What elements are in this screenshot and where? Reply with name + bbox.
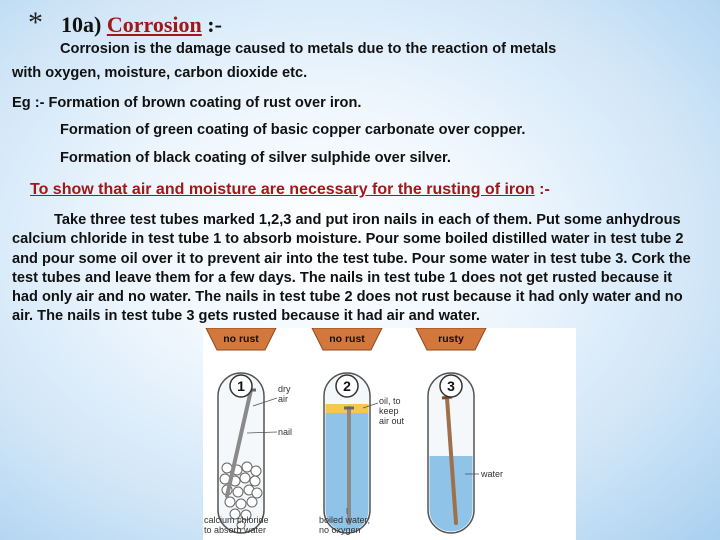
label-boiled-line-2: no oxygen: [319, 525, 361, 535]
label-dry-air-line-2: air: [278, 394, 289, 404]
example-line-1: Eg :- Formation of brown coating of rust over iron.: [12, 95, 362, 111]
tube-2-number: 2: [343, 378, 351, 394]
definition-line-2: with oxygen, moisture, carbon dioxide etc.: [12, 65, 308, 81]
tube-3-number: 3: [447, 378, 455, 394]
bullet-icon: *: [28, 6, 43, 39]
definition-line-1: Corrosion is the damage caused to metals due to the reaction of metals: [60, 41, 557, 57]
title-suffix: :-: [201, 12, 222, 37]
label-oil-line-2: keep: [379, 406, 399, 416]
label-oil-line-1: oil, to: [379, 396, 401, 406]
label-boiled-line-1: boiled water;: [319, 515, 371, 525]
label-nail: nail: [278, 427, 293, 437]
label-dry-air-line-1: dry: [278, 384, 291, 394]
tube-1-cork-label: no rust: [223, 333, 259, 345]
tube-1-number: 1: [237, 378, 245, 394]
tube-3-cork-label: rusty: [438, 333, 464, 345]
slide-title: [28, 8, 222, 40]
title-prefix: 10a): [61, 12, 107, 37]
experiment-heading-text: To show that air and moisture are necessary for the rusting of iron: [30, 181, 535, 198]
label-calcium-line-1: calcium chloride: [204, 515, 269, 525]
title-corrosion: Corrosion: [106, 12, 202, 37]
tube-1: [206, 328, 276, 533]
test-tube-diagram: [203, 328, 576, 540]
title-text: [61, 12, 222, 38]
experiment-paragraph-text: Take three test tubes marked 1,2,3 and put iron nails in each of them. Put some anhydrous calcium chloride in test tube 1 to absorb moisture. Pour some boiled distilled water in test tube 2 and pour some oil over it to prevent air into the test tube. Pour some water in test tube 3. Cork the test tubes and leave them for a few days. The nails in test tube 1 does not get rusted because it had only air and no water. The nails in test tube 2 does not rust because it had only water and no air. The nails in test tube 3 gets rusted because it had air and water.: [12, 212, 691, 325]
label-oil-line-3: air out: [379, 416, 405, 426]
example-line-3: Formation of black coating of silver sulphide over silver.: [60, 150, 451, 166]
label-calcium-line-2: to absorb water: [204, 525, 267, 535]
example-line-2: Formation of green coating of basic copper carbonate over copper.: [60, 122, 526, 138]
label-water: water: [481, 469, 504, 479]
tube-2: [312, 328, 382, 533]
tube-2-cork-label: no rust: [329, 333, 365, 345]
experiment-paragraph: [12, 211, 692, 327]
experiment-heading-suffix: :-: [534, 181, 550, 198]
tube-3: [416, 328, 486, 533]
test-tube-svg: [203, 328, 576, 540]
experiment-heading: [30, 181, 550, 199]
